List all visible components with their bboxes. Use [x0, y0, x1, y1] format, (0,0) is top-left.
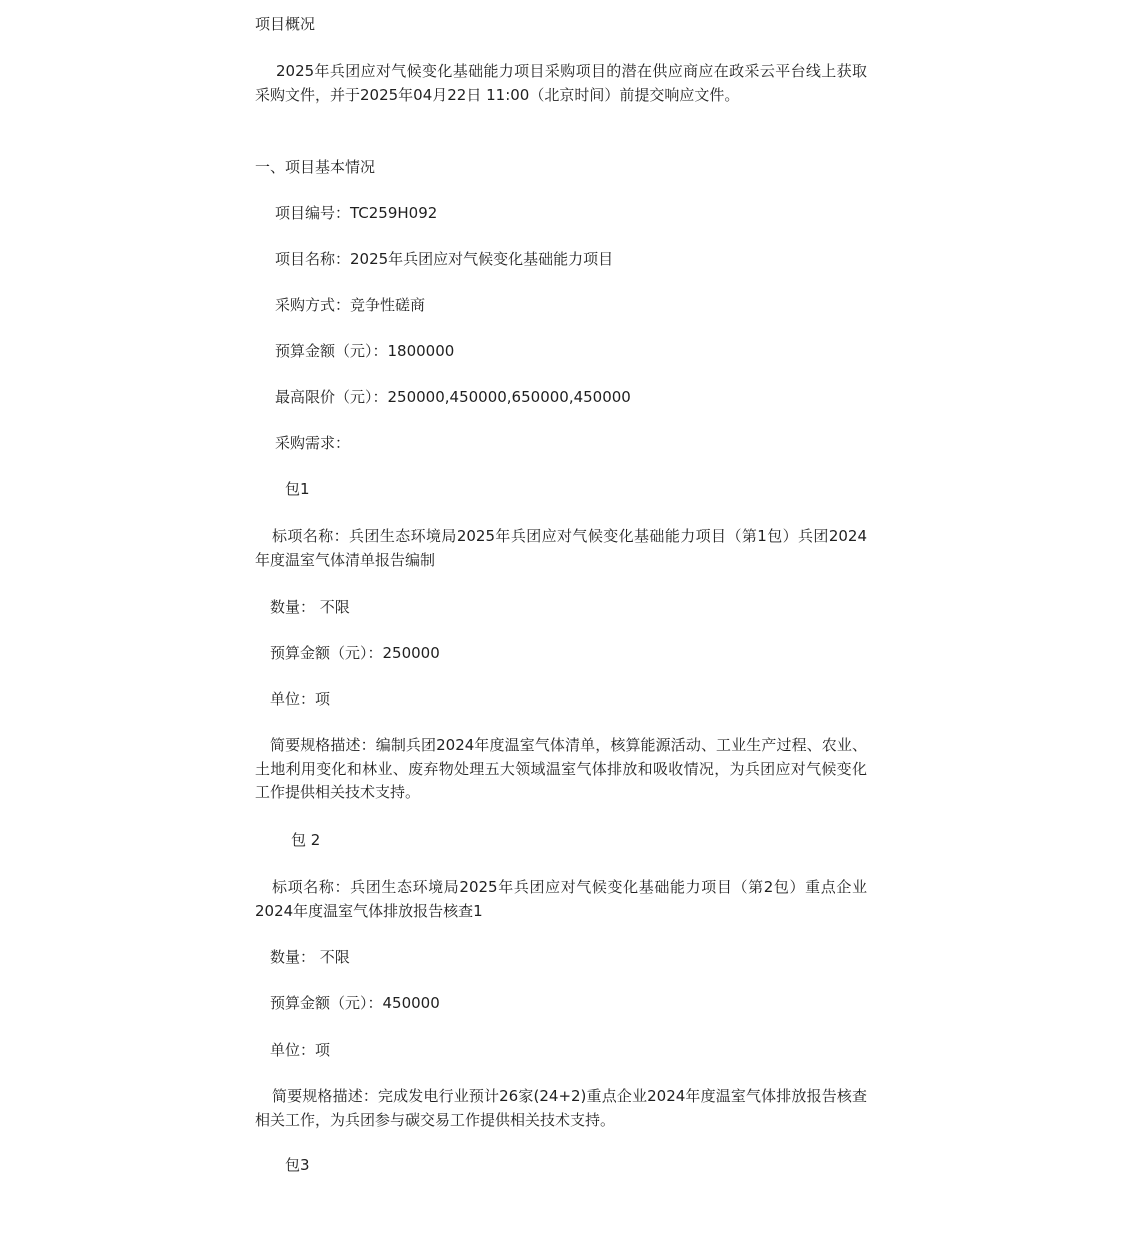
- field-project-name: 项目名称：2025年兵团应对气候变化基础能力项目: [275, 250, 614, 268]
- package-2-unit: 单位：项: [270, 1041, 331, 1059]
- package-1-label: 包1: [285, 480, 310, 498]
- field-project-number: 项目编号：TC259H092: [275, 204, 438, 222]
- package-1-description: 简要规格描述：编制兵团2024年度温室气体清单，核算能源活动、工业生产过程、农业、土地利用变化和林业、废弃物处理五大领域温室气体排放和吸收情况，为兵团应对气候变化工作提供相关技术支持。: [255, 736, 867, 801]
- document-title: 项目概况: [255, 15, 316, 33]
- package-3-label: 包3: [285, 1156, 310, 1174]
- section-heading-basic-info: 一、项目基本情况: [255, 158, 376, 176]
- package-1-item-name: 标项名称：兵团生态环境局2025年兵团应对气候变化基础能力项目（第1包）兵团2024年度温室气体清单报告编制: [255, 527, 867, 569]
- package-2-quantity: 数量： 不限: [270, 948, 350, 966]
- package-2-description: 简要规格描述：完成发电行业预计26家(24+2)重点企业2024年度温室气体排放报告核查相关工作，为兵团参与碳交易工作提供相关技术支持。: [255, 1087, 867, 1129]
- field-requirements-label: 采购需求：: [275, 434, 351, 452]
- intro-paragraph: 2025年兵团应对气候变化基础能力项目采购项目的潜在供应商应在政采云平台线上获取采购文件，并于2025年04月22日 11:00（北京时间）前提交响应文件。: [255, 62, 867, 104]
- package-1-budget: 预算金额（元）：250000: [270, 644, 440, 662]
- package-1-quantity: 数量： 不限: [270, 598, 350, 616]
- field-procurement-method: 采购方式：竞争性磋商: [275, 296, 426, 314]
- package-2-budget: 预算金额（元）：450000: [270, 994, 440, 1012]
- package-2-label: 包 2: [291, 831, 321, 849]
- field-max-price: 最高限价（元）：250000,450000,650000,450000: [275, 388, 631, 406]
- field-budget: 预算金额（元）：1800000: [275, 342, 455, 360]
- package-1-unit: 单位：项: [270, 690, 331, 708]
- package-2-item-name: 标项名称：兵团生态环境局2025年兵团应对气候变化基础能力项目（第2包）重点企业2024年度温室气体排放报告核查1: [255, 878, 867, 920]
